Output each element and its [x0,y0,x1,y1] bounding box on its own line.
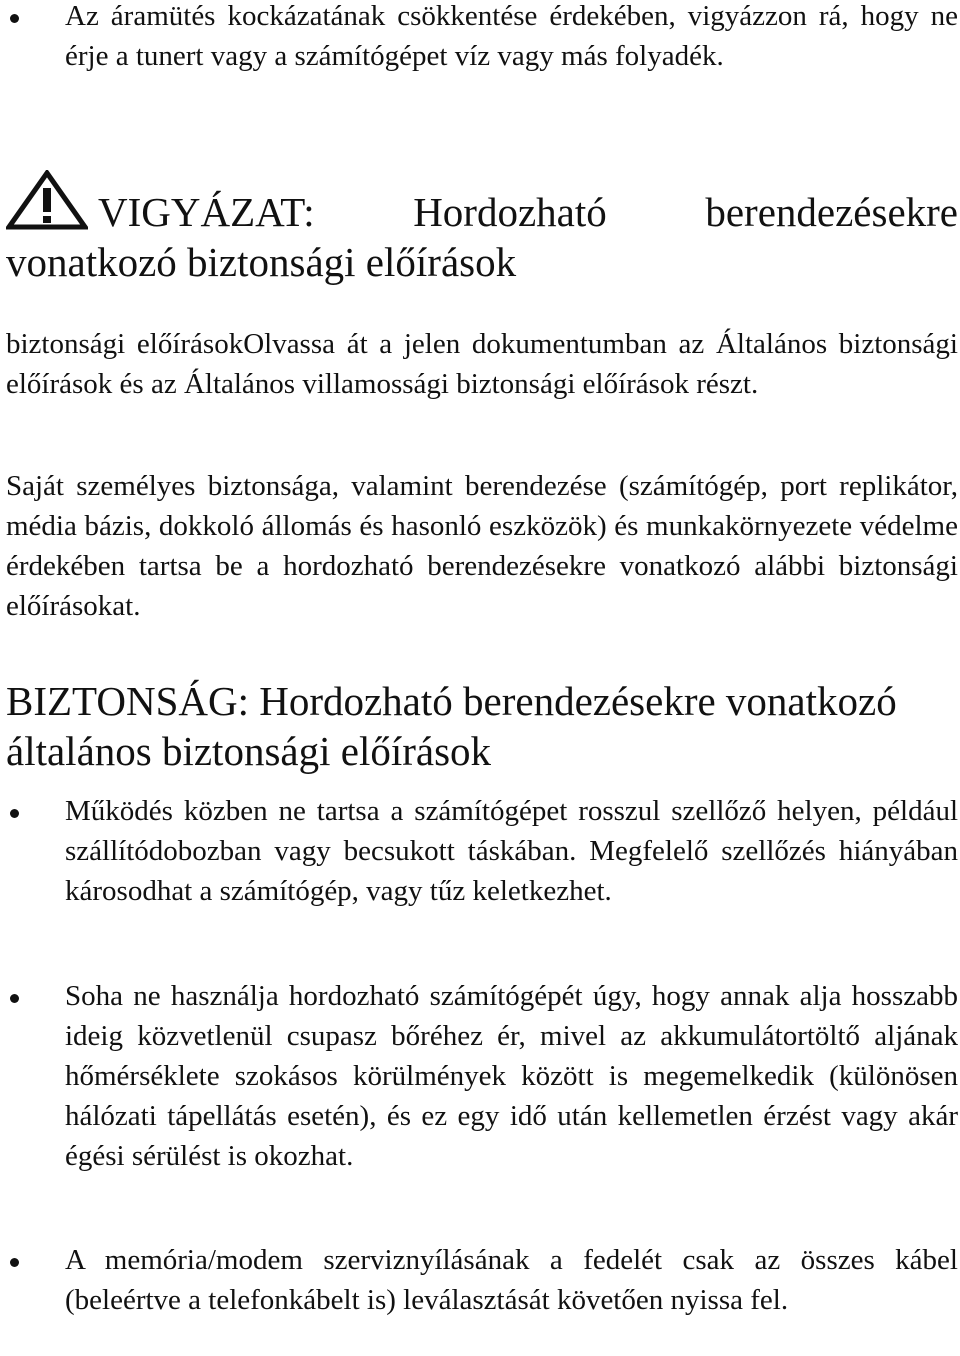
bullet-text: Az áramütés kockázatának csökkentése érdekében, vigyázzon rá, hogy ne érje a tunert vagy a számítógépet víz vagy más folyadék. [65,0,958,72]
warning-paragraph-1: biztonsági előírásokOlvassa át a jelen dokumentumban az Általános biztonsági előírások és az Általános villamossági biztonsági előírások részt. [6,328,958,400]
bullet-text: Soha ne használja hordozható számítógépét úgy, hogy annak alja hosszabb ideig közvetlenül csupasz bőréhez ér, mivel az akkumulátortöltő aljának hőmérséklete szokásos körülmények között is megemelkedik (különösen hálózati tápellátás esetén), és ez egy idő után kellemetlen érzést vagy akár égési sérülést is okozhat. [65,980,958,1172]
warning-heading: VIGYÁZAT: Hordozható berendezésekre vonatkozó biztonsági előírások [6,189,958,285]
bullet-marker [10,14,19,23]
bullet-text: Működés közben ne tartsa a számítógépet rosszul szellőző helyen, például szállítódobozban vagy becsukott táskában. Megfelelő szellőzés hiányában károsodhat a számítógép, vagy tűz keletkezhet. [65,795,958,907]
bullet-text: A memória/modem szerviznyílásának a fedelét csak az összes kábel (beleértve a telefonkábelt is) leválasztását követően nyissa fel. [65,1244,958,1316]
safety-heading: BIZTONSÁG: Hordozható berendezésekre vonatkozó általános biztonsági előírások [6,678,897,774]
warning-heading-block [6,170,958,287]
bullet-marker [10,994,19,1003]
warning-triangle-icon [6,170,88,230]
bullet-marker [10,809,19,818]
bullet-marker [10,1258,19,1267]
warning-paragraph-2: Saját személyes biztonsága, valamint berendezése (számítógép, port replikátor, média bázis, dokkoló állomás és hasonló eszközök) és munkakörnyezete védelme érdekében tartsa be a hordozható berendezésekre vonatkozó alábbi biztonsági előírásokat. [6,470,958,622]
